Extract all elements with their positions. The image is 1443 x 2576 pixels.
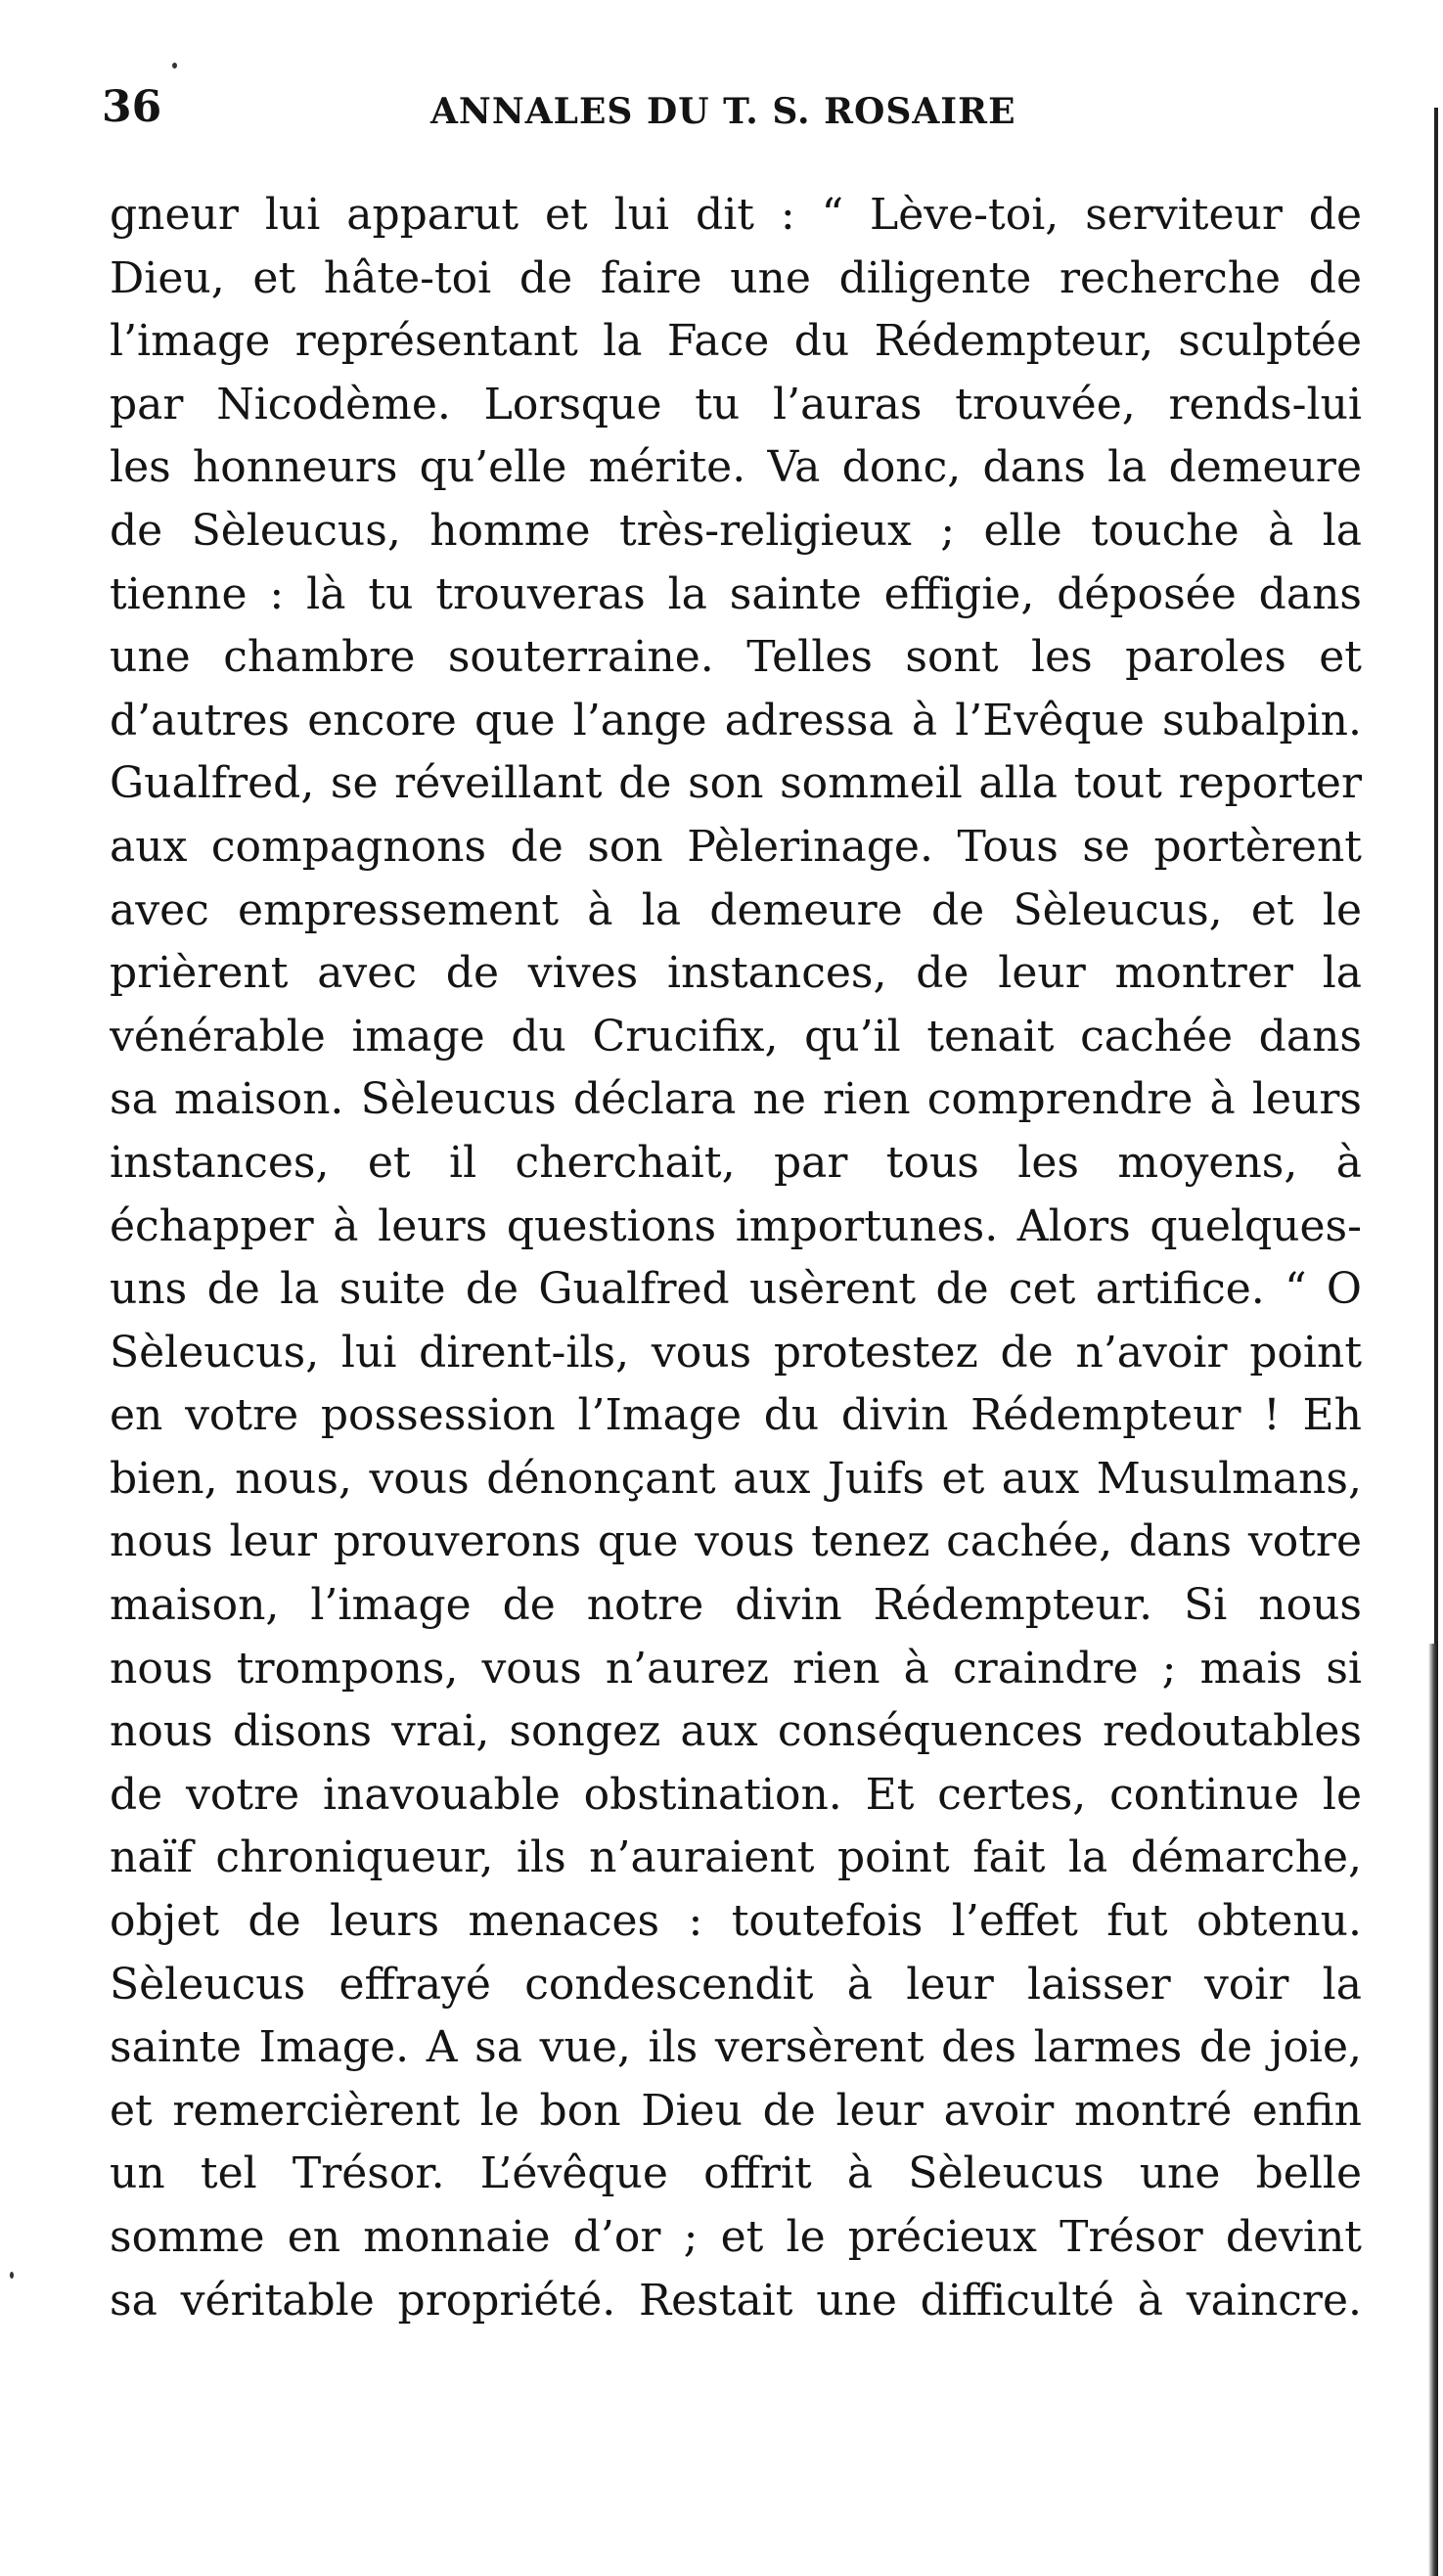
ink-speck: [172, 63, 177, 68]
text-line: naïf chroniqueur, ils n’auraient point fait la démarche,: [110, 1832, 1362, 1883]
page-number: 36: [102, 82, 162, 132]
text-line: sa maison. Sèleucus déclara ne rien comprendre à leurs: [110, 1074, 1362, 1125]
running-head-title: ANNALES DU T. S. ROSAIRE: [430, 91, 1016, 132]
text-line: prièrent avec de vives instances, de leur montrer la: [110, 948, 1362, 999]
text-line: nous leur prouverons que vous tenez cachée, dans votre: [110, 1516, 1362, 1567]
text-line: sainte Image. A sa vue, ils versèrent des larmes de joie,: [110, 2022, 1362, 2073]
text-line: avec empressement à la demeure de Sèleucus, et le: [110, 884, 1362, 935]
text-line: objet de leurs menaces : toutefois l’effet fut obtenu.: [110, 1896, 1362, 1947]
text-line: de Sèleucus, homme très-religieux ; elle touche à la: [110, 505, 1362, 556]
text-line: une chambre souterraine. Telles sont les paroles et: [110, 632, 1362, 683]
text-line: Dieu, et hâte-toi de faire une diligente recherche de: [110, 252, 1362, 303]
text-line: gneur lui apparut et lui dit : “ Lève-toi, serviteur de: [110, 190, 1362, 240]
text-line: vénérable image du Crucifix, qu’il tenait cachée dans: [110, 1011, 1362, 1062]
text-line: aux compagnons de son Pèlerinage. Tous se portèrent: [110, 821, 1362, 872]
text-line: tienne : là tu trouveras la sainte effigie, déposée dans: [110, 568, 1362, 619]
body-text: [110, 184, 1362, 2332]
text-line: instances, et il cherchait, par tous les moyens, à: [110, 1137, 1362, 1188]
text-line: par Nicodème. Lorsque tu l’auras trouvée, rends-lui: [110, 379, 1362, 429]
text-line: bien, nous, vous dénonçant aux Juifs et aux Musulmans,: [110, 1453, 1362, 1504]
text-line: d’autres encore que l’ange adressa à l’Evêque subalpin.: [110, 695, 1362, 746]
text-line: somme en monnaie d’or ; et le précieux Trésor devint: [110, 2212, 1362, 2262]
text-line: les honneurs qu’elle mérite. Va donc, dans la demeure: [110, 442, 1362, 493]
text-line: nous trompons, vous n’aurez rien à craindre ; mais si: [110, 1643, 1362, 1694]
text-line: de votre inavouable obstination. Et certes, continue le: [110, 1769, 1362, 1820]
text-line: un tel Trésor. L’évêque offrit à Sèleucus une belle: [110, 2148, 1362, 2199]
page-edge-shadow-lower: [1428, 1644, 1438, 2576]
text-line: nous disons vrai, songez aux conséquences redoutables: [110, 1706, 1362, 1757]
ink-speck: [10, 2272, 14, 2279]
text-line: Sèleucus effrayé condescendit à leur laisser voir la: [110, 1959, 1362, 2010]
text-line: échapper à leurs questions importunes. Alors quelques-: [110, 1200, 1362, 1251]
text-line: Sèleucus, lui dirent-ils, vous protestez de n’avoir point: [110, 1327, 1362, 1378]
text-line: uns de la suite de Gualfred usèrent de cet artifice. “ O: [110, 1264, 1362, 1315]
text-line: et remercièrent le bon Dieu de leur avoir montré enfin: [110, 2085, 1362, 2136]
text-line: Gualfred, se réveillant de son sommeil alla tout reporter: [110, 758, 1362, 809]
text-line: sa véritable propriété. Restait une difficulté à vaincre.: [110, 2275, 1362, 2326]
text-line: maison, l’image de notre divin Rédempteur. Si nous: [110, 1580, 1362, 1631]
text-line: en votre possession l’Image du divin Rédempteur ! Eh: [110, 1390, 1362, 1441]
text-line: l’image représentant la Face du Rédempteur, sculptée: [110, 316, 1362, 367]
